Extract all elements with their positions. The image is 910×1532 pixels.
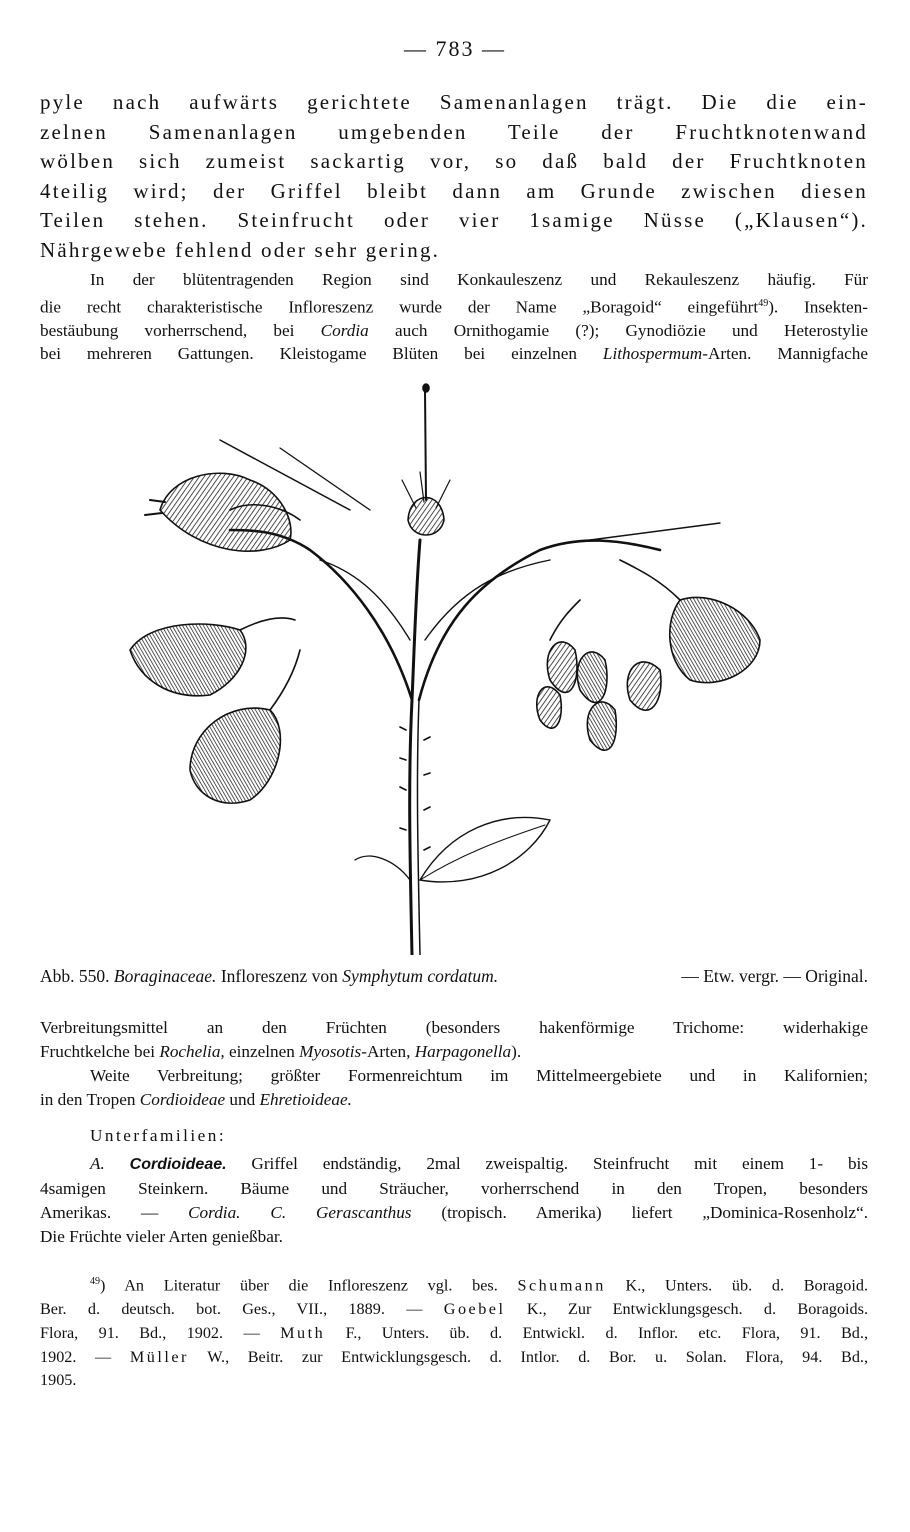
text-run: ) An Literatur über die Infloreszenz vgl. bes.	[100, 1276, 518, 1295]
text-run: bestäubung vorherrschend, bei	[40, 320, 321, 340]
text-line	[40, 342, 868, 366]
text-run: (tropisch. Amerika) liefert „Dominica-Rosenholz“.	[411, 1203, 868, 1222]
text-run: W., Beitr. zur Entwicklungsgesch. d. Intlor. d. Bor. u. Solan. Flora, 94. Bd.,	[188, 1347, 869, 1366]
text-line	[40, 319, 868, 343]
text-run: einzelnen	[224, 1042, 300, 1061]
taxon-name: Cordioideae	[139, 1090, 226, 1109]
text-run: Amerikas. —	[40, 1203, 189, 1222]
text-line: 1905.	[40, 1371, 77, 1390]
footnote-marker: 49	[90, 1276, 100, 1287]
author-name: Müller	[129, 1347, 189, 1366]
text-line: Die Früchte vieler Arten genießbar.	[40, 1227, 283, 1246]
text-run: ). Insekten-	[768, 297, 868, 317]
text-run: Fruchtkelche bei	[40, 1042, 160, 1061]
text-run: -Arten,	[361, 1042, 415, 1061]
comfrey-inflorescence-illustration	[120, 380, 780, 955]
text-line	[40, 292, 868, 319]
text-run: -Arten. Mannigfache	[702, 344, 868, 364]
text-run: die recht charakteristische Infloreszenz wurde der Name „Boragoid“ eingeführt	[40, 297, 759, 317]
paragraph-cordioideae	[40, 1152, 868, 1249]
text-run: auch Ornithogamie (?); Gynodiözie und Heterostylie	[368, 320, 868, 340]
taxon-name: Cordia	[320, 320, 369, 340]
taxon-name: Lithospermum	[602, 344, 703, 364]
text-run: in den Tropen	[40, 1090, 140, 1109]
text-line	[40, 1040, 868, 1064]
text-run: bei mehreren Gattungen. Kleistogame Blüten bei einzelnen	[40, 344, 603, 364]
text-line: Verbreitungsmittel an den Früchten (besonders hakenförmige Trichome: widerhakige	[40, 1018, 868, 1037]
taxon-name: Boraginaceae.	[113, 966, 217, 986]
paragraph-dispersal	[40, 1016, 868, 1064]
text-line	[40, 1201, 868, 1225]
paragraph-inflorescence	[40, 268, 868, 366]
text-line: wölben sich zumeist sackartig vor, so daß bald der Fruchtknoten	[40, 149, 868, 173]
text-run: 1902. —	[40, 1347, 130, 1366]
taxon-name: Cordia. C. Gerascanthus	[188, 1203, 412, 1222]
text-run: ).	[511, 1042, 522, 1061]
taxon-name: Rochelia,	[159, 1042, 225, 1061]
figure-caption	[40, 966, 868, 987]
text-line: 4teilig wird; der Griffel bleibt dann am Grunde zwischen diesen	[40, 178, 868, 203]
taxon-name: Ehretioideae.	[259, 1090, 352, 1109]
text-line	[40, 1152, 868, 1177]
text-line: pyle nach aufwärts gerichtete Samenanlagen trägt. Die die ein-	[40, 90, 868, 114]
author-name: Schumann	[517, 1276, 606, 1295]
text-line: Nährgewebe fehlend oder sehr gering.	[40, 237, 441, 262]
text-run: K., Zur Entwicklungsgesch. d. Boragoids.	[505, 1300, 868, 1319]
text-line	[40, 1322, 868, 1346]
text-run: Griffel endständig, 2mal zweispaltig. Steinfrucht mit einem 1- bis	[226, 1154, 869, 1173]
caption-label: Abb. 550.	[40, 966, 114, 986]
caption-note: — Etw. vergr. — Original.	[681, 966, 868, 986]
text-run: Ber. d. deutsch. bot. Ges., VII., 1889. —	[40, 1300, 444, 1319]
text-run: Flora, 91. Bd., 1902. —	[40, 1323, 281, 1342]
text-run: Infloreszenz von	[216, 966, 343, 986]
author-name: Goebel	[443, 1300, 506, 1319]
text-line: 4samigen Steinkern. Bäume und Sträucher, vorherrschend in den Tropen, besonders	[40, 1179, 868, 1198]
taxon-name: Symphytum cordatum.	[342, 966, 499, 986]
text-line: Weite Verbreitung; größter Formenreichtum im Mittelmeergebiete und in Kalifornien;	[90, 1066, 868, 1085]
text-line: Teilen stehen. Steinfrucht oder vier 1samige Nüsse („Klausen“).	[40, 208, 868, 232]
taxon-name: Harpagonella	[414, 1042, 512, 1061]
footnote-ref[interactable]: 49	[758, 297, 769, 309]
author-name: Muth	[280, 1323, 326, 1342]
text-line	[40, 1088, 868, 1112]
paragraph-intro	[40, 88, 868, 265]
taxon-name: Myosotis	[299, 1042, 362, 1061]
page-number: — 783 —	[404, 36, 506, 61]
text-line: zelnen Samenanlagen umgebenden Teile der Fruchtknotenwand	[40, 119, 868, 144]
text-line	[40, 1298, 868, 1322]
text-run: und	[225, 1090, 260, 1109]
section-letter: A.	[90, 1154, 105, 1173]
text-line: In der blütentragenden Region sind Konkauleszenz und Rekauleszenz häufig. Für	[90, 270, 868, 289]
text-line	[40, 1270, 868, 1298]
text-run: K., Unters. üb. d. Boragoid.	[605, 1276, 869, 1295]
text-run: F., Unters. üb. d. Entwickl. d. Inflor. etc. Flora, 91. Bd.,	[325, 1323, 868, 1342]
text-line	[40, 1346, 868, 1370]
paragraph-distribution	[40, 1064, 868, 1112]
footnote	[40, 1270, 868, 1393]
section-subheading: Unterfamilien:	[90, 1126, 227, 1145]
subfamily-name: Cordioideae.	[129, 1156, 227, 1173]
